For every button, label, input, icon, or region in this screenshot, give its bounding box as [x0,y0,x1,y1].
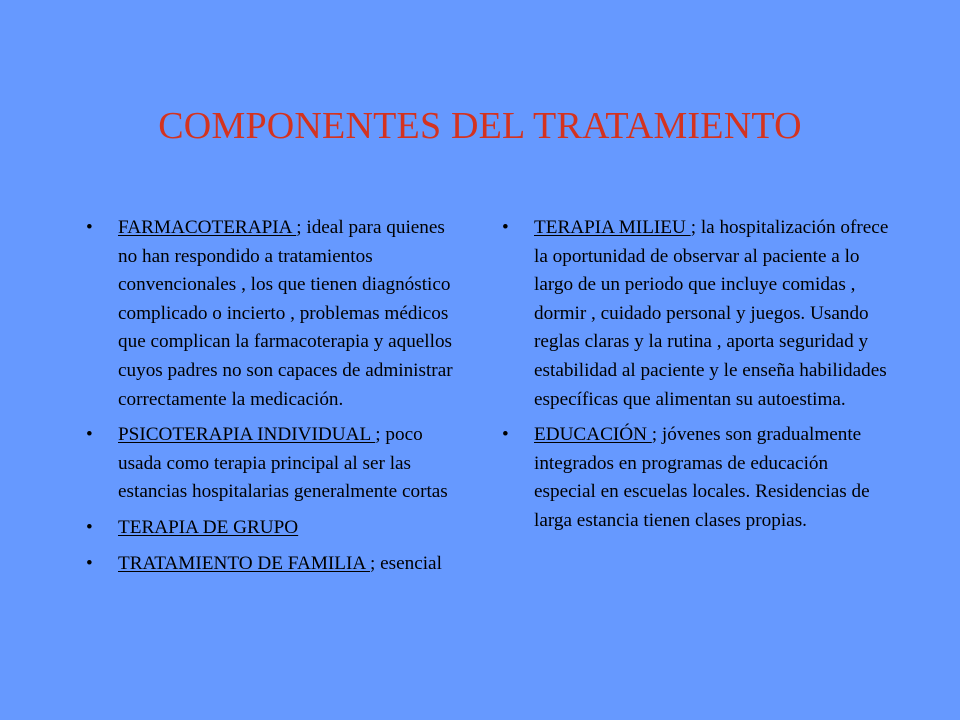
item-text: ; esencial [369,552,442,574]
bullet-icon: • [502,424,509,446]
bullet-icon: • [86,217,93,238]
right-column [500,214,890,543]
item-heading: FARMACOTERAPIA [118,217,297,238]
item-heading: TRATAMIENTO DE FAMILIA [118,552,370,574]
list-item-farmacoterapia [84,214,464,414]
item-heading: TERAPIA DE GRUPO [118,516,299,538]
list-item-tratamiento-de-familia [84,550,464,579]
list-item-psicoterapia-individual [84,421,464,507]
item-heading: PSICOTERAPIA INDIVIDUAL [118,424,376,446]
item-heading: TERAPIA MILIEU [534,217,691,238]
item-text: ; jóvenes son gradualmente integrados en programas de educación especial en escuelas locales. Residencias de larga estancia tienen clases propias. [534,424,870,531]
item-text: ; ideal para quienes no han respondido a tratamientos convencionales , los que tienen diagnóstico complicado o incierto , problemas médicos que complican la farmacoterapia y aquellos cuyos padres no son capaces de administrar correctamente la medicación. [118,217,453,410]
item-text: ; la hospitalización ofrece la oportunidad de observar al paciente a lo largo de un periodo que incluye comidas , dormir , cuidado personal y juegos. Usando reglas claras y la rutina , aporta seguridad y estabilidad al paciente y le enseña habilidades específicas que alimentan su autoestima. [534,217,889,410]
item-text: ; poco usada como terapia principal al ser las estancias hospitalarias generalmente cortas [118,424,448,503]
left-column [84,214,464,585]
item-heading: EDUCACIÓN [534,424,652,446]
list-item-terapia-de-grupo [84,514,464,543]
bullet-icon: • [86,552,93,574]
bullet-icon: • [86,424,93,446]
bullet-icon: • [502,217,509,238]
list-item-educacion [500,421,890,535]
list-item-terapia-milieu [500,214,890,414]
bullet-icon: • [86,516,93,538]
slide-title: COMPONENTES DEL TRATAMIENTO [158,105,802,147]
